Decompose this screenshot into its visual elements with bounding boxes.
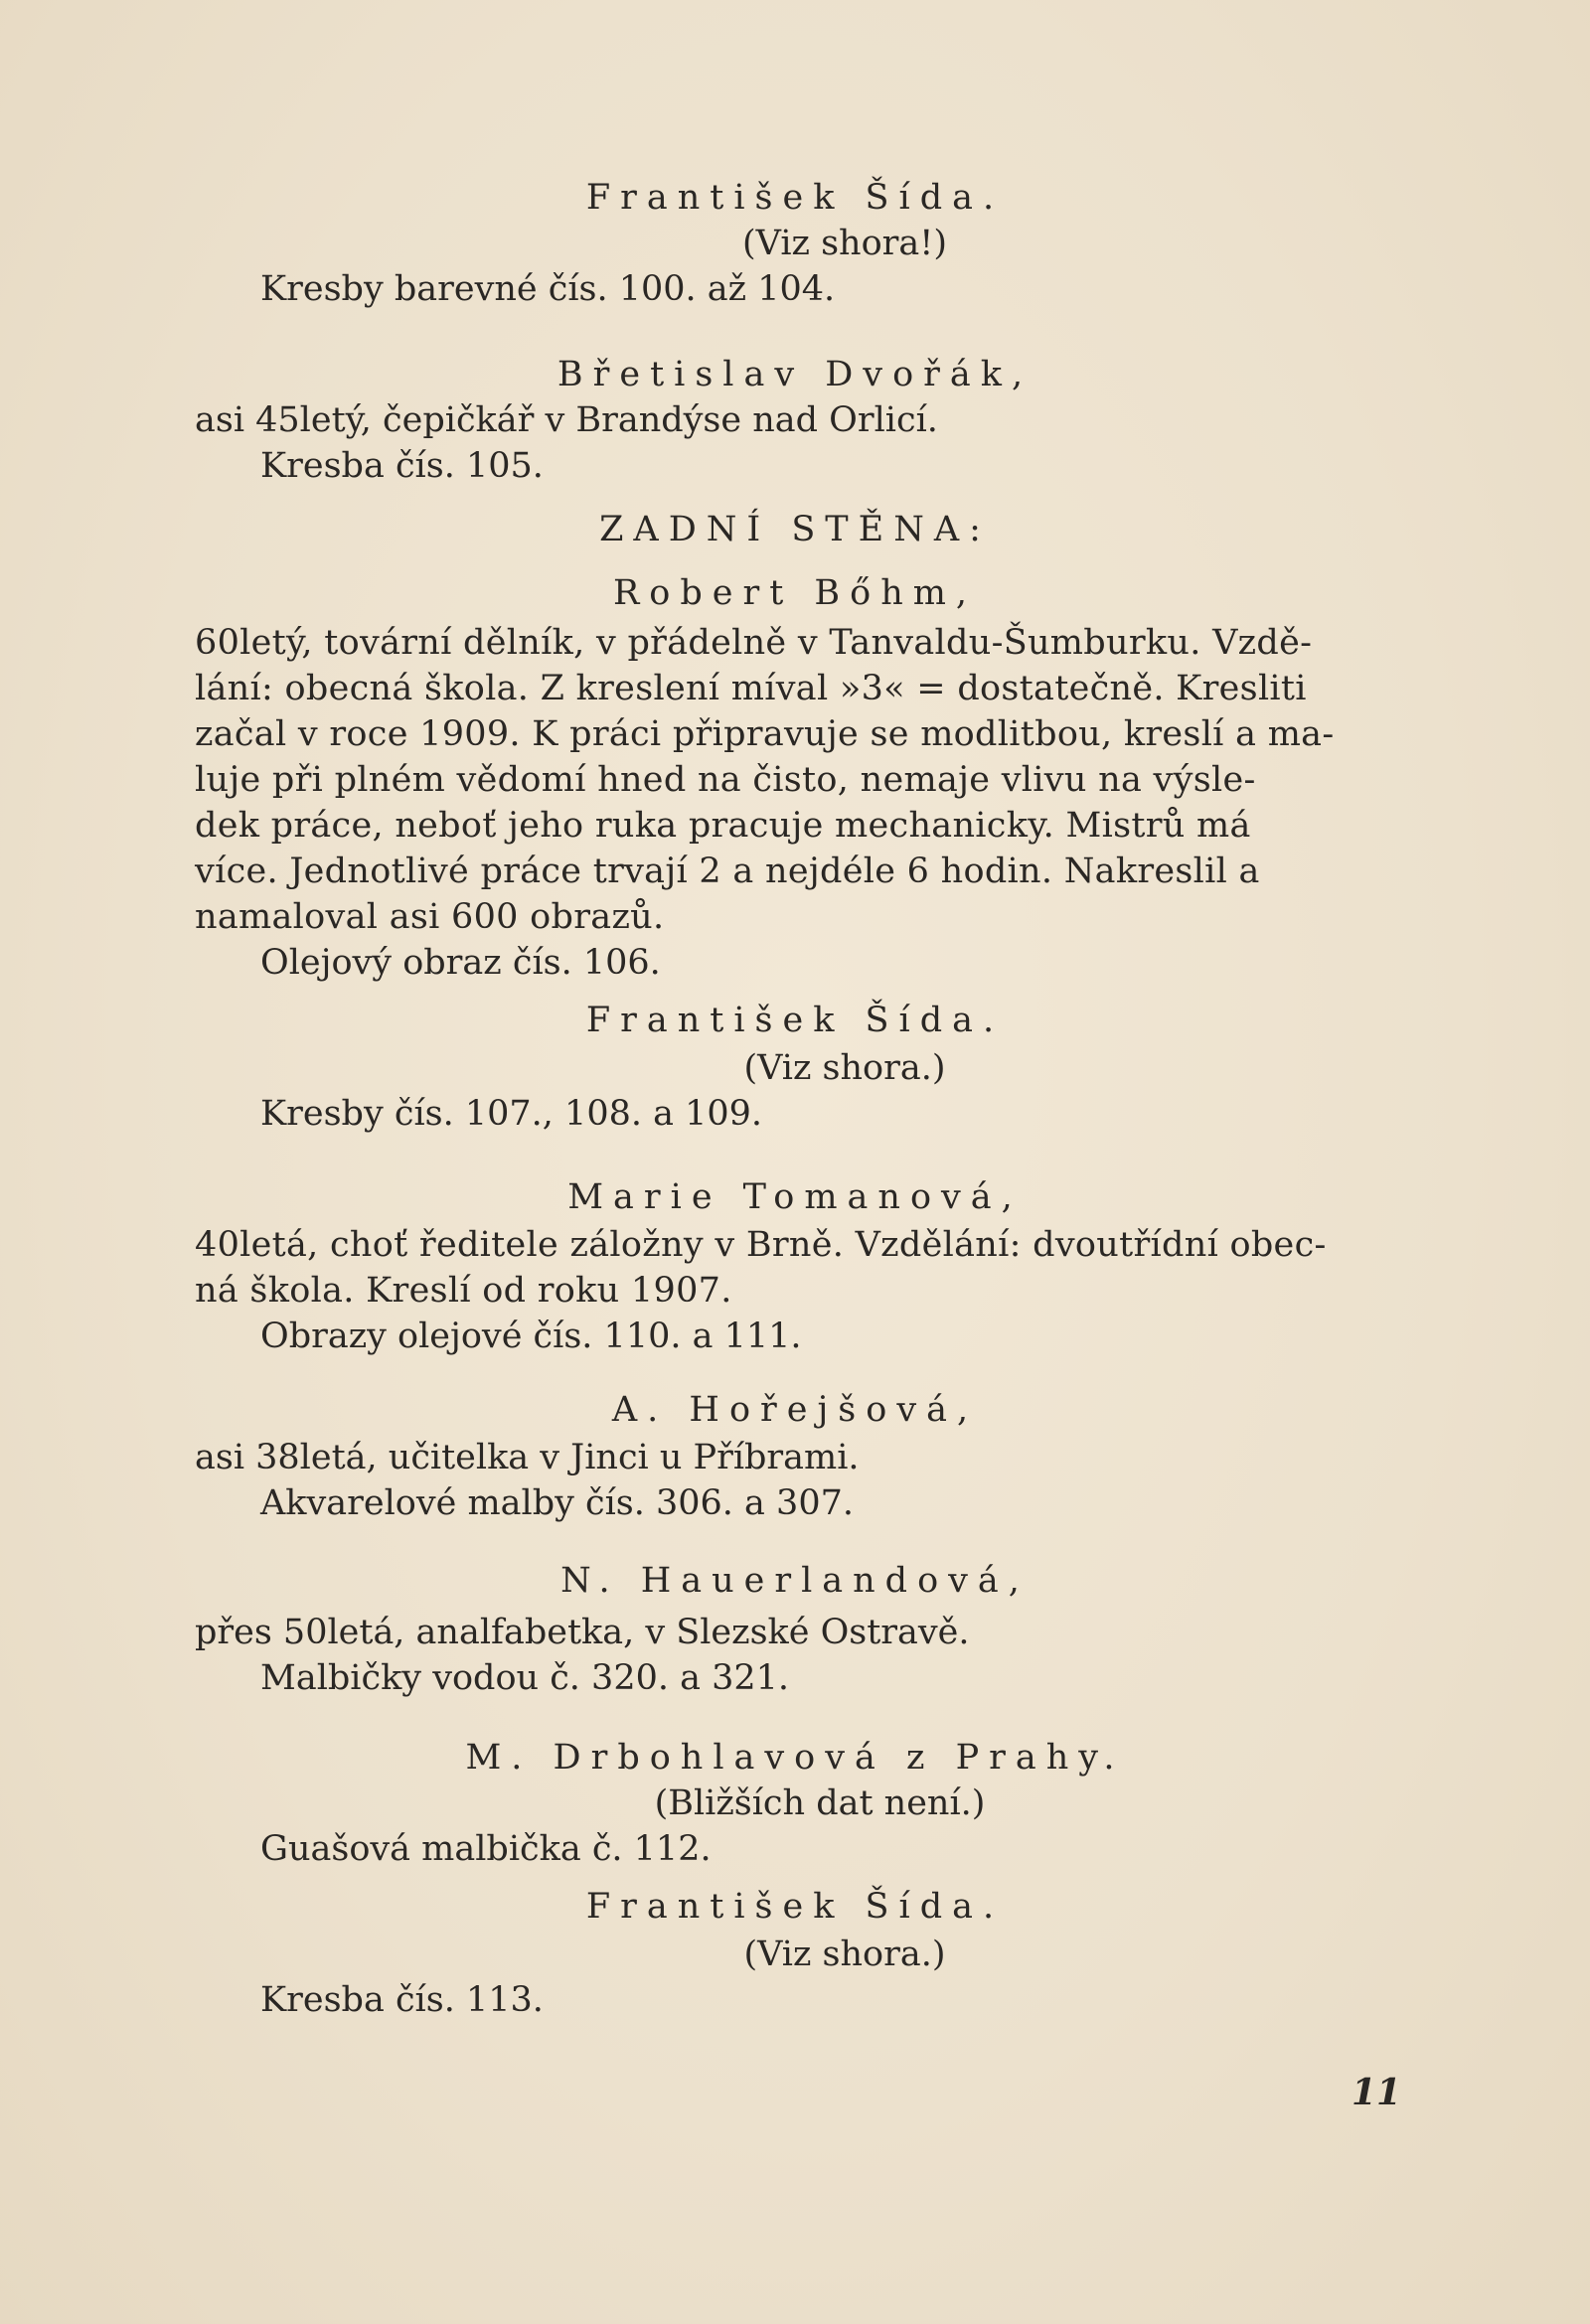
entry-note: (Bližších dat není.)	[654, 1783, 986, 1823]
entry-name: František Šída.	[585, 1887, 1005, 1927]
entry-item: Guašová malbička č. 112.	[260, 1829, 712, 1869]
entry-desc-line: 60letý, tovární dělník, v přádelně v Tanvaldu-Šumburku. Vzdě-	[195, 623, 1313, 663]
entry-desc-line: začal v roce 1909. K práci připravuje se modlitbou, kreslí a ma-	[195, 714, 1335, 754]
entry-name: Břetislav Dvořák,	[556, 355, 1034, 394]
page-number: 11	[1352, 2072, 1402, 2113]
entry-note: (Viz shora!)	[742, 224, 947, 263]
entry-desc-line: lání: obecná škola. Z kreslení míval »3« = dostatečně. Kresliti	[195, 669, 1307, 708]
entry-desc: asi 45letý, čepičkář v Brandýse nad Orlicí.	[195, 400, 938, 440]
entry-desc-line: více. Jednotlivé práce trvají 2 a nejdéle 6 hodin. Nakreslil a	[195, 852, 1260, 891]
entry-desc: přes 50letá, analfabetka, v Slezské Ostravě.	[195, 1613, 970, 1652]
entry-desc-line: 40letá, choť ředitele záložny v Brně. Vzdělání: dvoutřídní obec-	[195, 1225, 1327, 1265]
entry-name: A. Hořejšová,	[611, 1390, 979, 1430]
entry-name: František Šída.	[585, 1001, 1005, 1040]
entry-desc-line: dek práce, neboť jeho ruka pracuje mechanicky. Mistrů má	[195, 806, 1251, 846]
section-heading: ZADNÍ STĚNA:	[599, 510, 991, 549]
entry-item: Olejový obraz čís. 106.	[260, 943, 661, 983]
entry-item: Akvarelové malby čís. 306. a 307.	[260, 1483, 854, 1523]
entry-desc-line: namaloval asi 600 obrazů.	[195, 897, 665, 937]
entry-desc-line: luje při plném vědomí hned na čisto, nemaje vlivu na výsle-	[195, 760, 1256, 800]
entry-note: (Viz shora.)	[743, 1935, 946, 1974]
entry-item: Kresby barevné čís. 100. až 104.	[260, 269, 836, 309]
entry-item: Malbičky vodou č. 320. a 321.	[260, 1658, 790, 1698]
entry-name: Robert Bőhm,	[612, 573, 978, 613]
entry-name: František Šída.	[585, 178, 1005, 218]
entry-name: Marie Tomanová,	[567, 1177, 1023, 1217]
entry-desc-line: ná škola. Kreslí od roku 1907.	[195, 1271, 732, 1311]
entry-name: N. Hauerlandová,	[560, 1561, 1030, 1601]
entry-note: (Viz shora.)	[743, 1048, 946, 1088]
entry-item: Kresba čís. 105.	[260, 446, 544, 486]
entry-item: Kresba čís. 113.	[260, 1980, 544, 2020]
entry-name: M. Drbohlavová z Prahy.	[465, 1738, 1125, 1778]
entry-desc: asi 38letá, učitelka v Jinci u Příbrami.	[195, 1438, 860, 1477]
entry-item: Kresby čís. 107., 108. a 109.	[260, 1094, 763, 1134]
entry-item: Obrazy olejové čís. 110. a 111.	[260, 1317, 802, 1356]
